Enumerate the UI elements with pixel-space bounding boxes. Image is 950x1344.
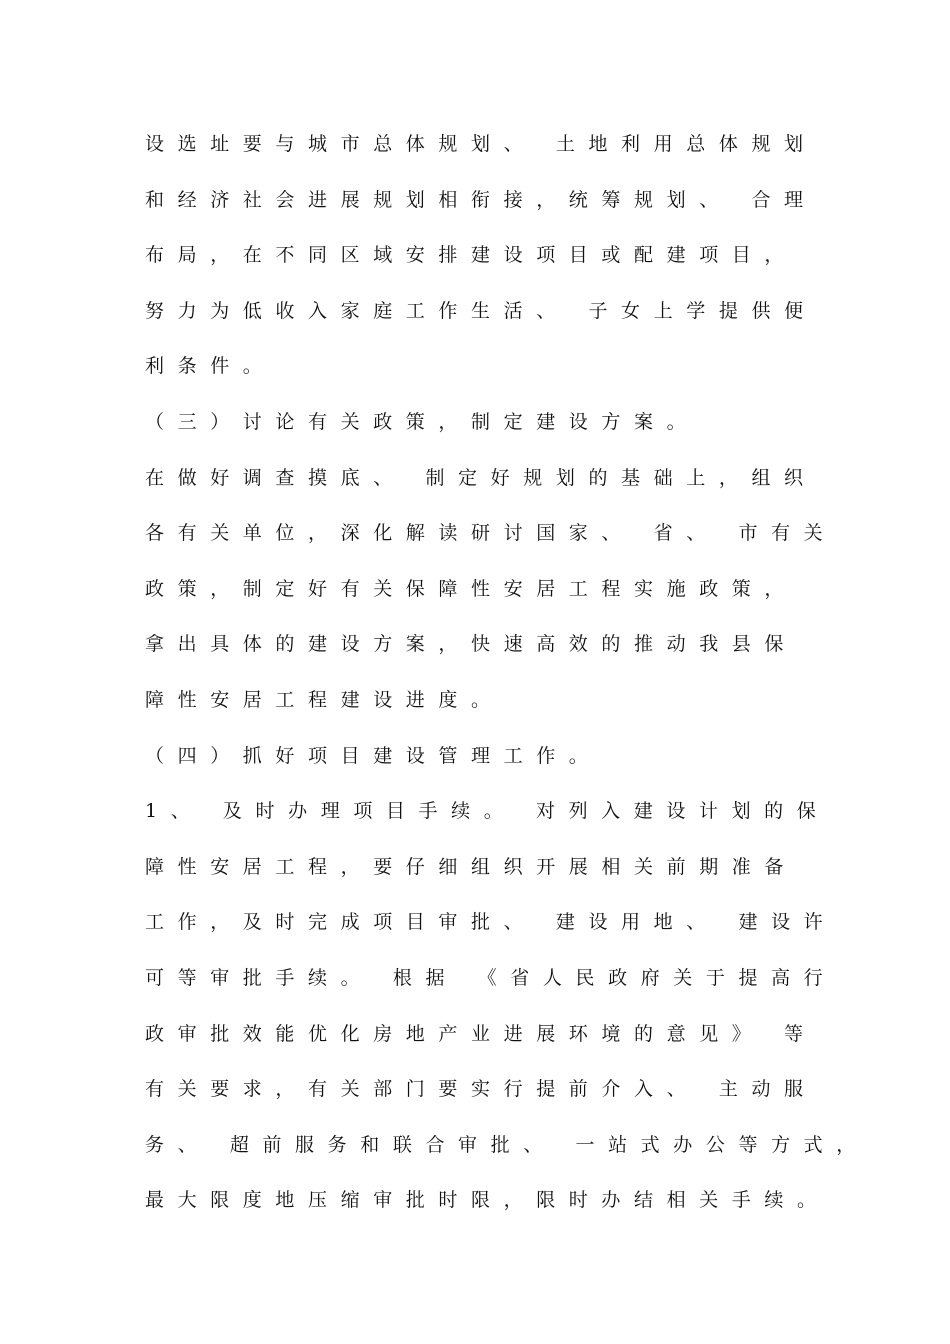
text-line: 务、 超前服务和联合审批、 一站式办公等方式， — [145, 1133, 869, 1156]
text-line: 最大限度地压缩审批时限，限时办结相关手续。 — [145, 1189, 830, 1212]
text-line: 利条件。 — [145, 355, 276, 378]
text-line: 障性安居工程建设进度。 — [145, 688, 504, 711]
text-line: 各有关单位，深化解读研讨国家、 省、 市有关 — [145, 522, 837, 545]
text-line: 工作，及时完成项目审批、 建设用地、 建设许 — [145, 911, 837, 934]
text-line: 1、 及时办理项目手续。 对列入建设计划的保 — [145, 800, 830, 823]
text-line: 政审批效能优化房地产业进展环境的意见》 等 — [145, 1022, 817, 1045]
text-line: 拿出具体的建设方案，快速高效的推动我县保 — [145, 633, 798, 656]
text-line: 和经济社会进展规划相衔接，统筹规划、 合理 — [145, 188, 817, 211]
text-line: 有关要求，有关部门要实行提前介入、 主动服 — [145, 1078, 817, 1101]
text-line: 布局，在不同区域安排建设项目或配建项目， — [145, 244, 798, 267]
text-line: 障性安居工程，要仔细组织开展相关前期准备 — [145, 855, 798, 878]
section-heading: （四）抓好项目建设管理工作。 — [145, 744, 602, 767]
text-line: 政策，制定好有关保障性安居工程实施政策， — [145, 577, 798, 600]
text-line: 设选址要与城市总体规划、 土地利用总体规划 — [145, 133, 817, 155]
text-line: 可等审批手续。 根据 《省人民政府关于提高行 — [145, 966, 837, 989]
text-line: 在做好调查摸底、 制定好规划的基础上，组织 — [145, 466, 817, 489]
text-line: 努力为低收入家庭工作生活、 子女上学提供便 — [145, 299, 817, 322]
body-text — [145, 117, 869, 1229]
section-heading: （三）讨论有关政策，制定建设方案。 — [145, 410, 700, 433]
